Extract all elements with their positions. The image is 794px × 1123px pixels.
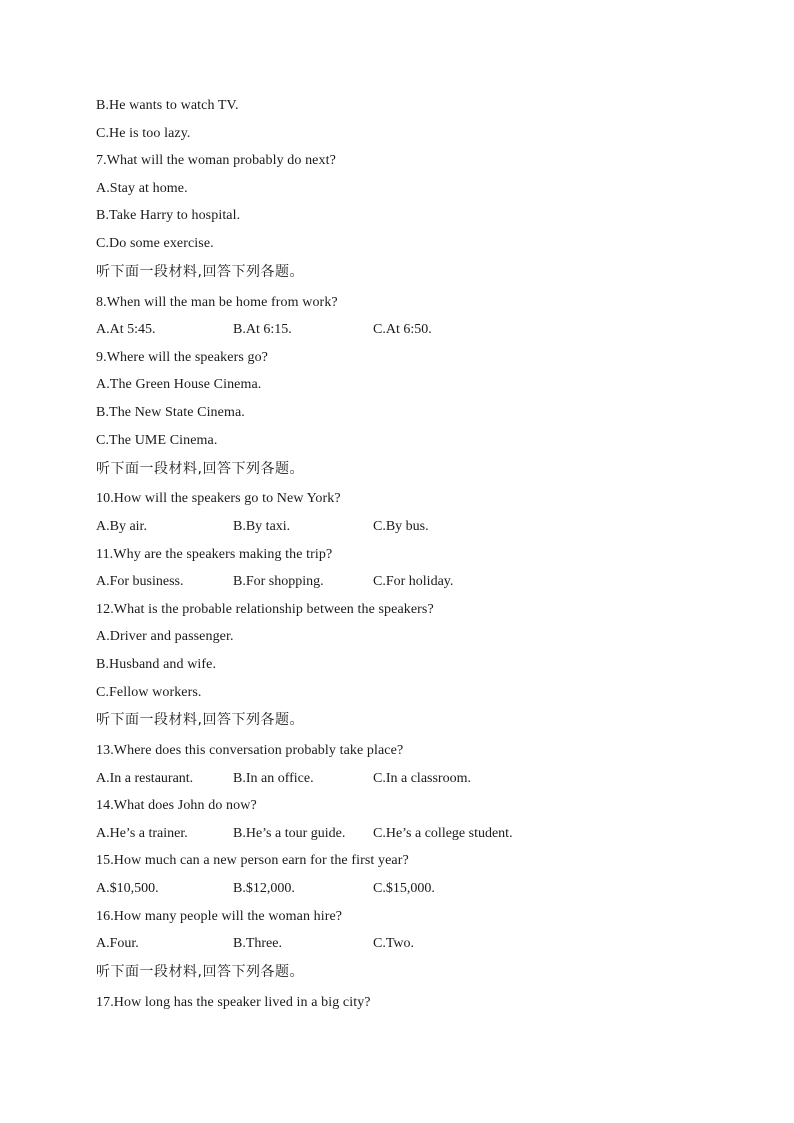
option-b-q6: B.He wants to watch TV.: [96, 98, 239, 113]
option-c-q15: C.$15,000.: [373, 881, 435, 896]
option-c-q12: C.Fellow workers.: [96, 685, 202, 700]
option-c-q9: C.The UME Cinema.: [96, 433, 218, 448]
question-17: 17.How long has the speaker lived in a big city?: [96, 995, 371, 1010]
section-instruction: 听下面一段材料,回答下列各题。: [96, 712, 304, 728]
option-b-q10: B.By taxi.: [233, 519, 291, 534]
option-b-q7: B.Take Harry to hospital.: [96, 208, 241, 223]
question-12: 12.What is the probable relationship between the speakers?: [96, 602, 434, 617]
option-c-q11: C.For holiday.: [373, 574, 454, 589]
option-c-q8: C.At 6:50.: [373, 322, 432, 337]
option-a-q10: A.By air.: [96, 519, 147, 534]
section-instruction: 听下面一段材料,回答下列各题。: [96, 264, 304, 280]
option-b-q15: B.$12,000.: [233, 881, 295, 896]
option-c-q16: C.Two.: [373, 936, 415, 951]
question-7: 7.What will the woman probably do next?: [96, 153, 336, 168]
option-b-q13: B.In an office.: [233, 771, 314, 786]
option-a-q14: A.He’s a trainer.: [96, 826, 188, 841]
option-c-q10: C.By bus.: [373, 519, 429, 534]
question-11: 11.Why are the speakers making the trip?: [96, 547, 333, 562]
option-b-q9: B.The New State Cinema.: [96, 405, 245, 420]
section-instruction: 听下面一段材料,回答下列各题。: [96, 461, 304, 477]
section-instruction: 听下面一段材料,回答下列各题。: [96, 964, 304, 980]
options-row-q10: [96, 518, 736, 536]
option-b-q12: B.Husband and wife.: [96, 657, 217, 672]
option-a-q9: A.The Green House Cinema.: [96, 377, 262, 392]
option-a-q16: A.Four.: [96, 936, 139, 951]
option-a-q8: A.At 5:45.: [96, 322, 156, 337]
question-16: 16.How many people will the woman hire?: [96, 909, 343, 924]
question-14: 14.What does John do now?: [96, 798, 257, 813]
question-13: 13.Where does this conversation probably take place?: [96, 743, 404, 758]
option-a-q15: A.$10,500.: [96, 881, 159, 896]
options-row-q8: [96, 321, 736, 339]
option-a-q13: A.In a restaurant.: [96, 771, 194, 786]
options-row-q15: [96, 880, 736, 898]
options-row-q13: [96, 770, 736, 788]
option-a-q12: A.Driver and passenger.: [96, 629, 234, 644]
options-row-q14: [96, 825, 736, 843]
question-8: 8.When will the man be home from work?: [96, 295, 338, 310]
option-c-q7: C.Do some exercise.: [96, 236, 214, 251]
option-c-q13: C.In a classroom.: [373, 771, 471, 786]
option-b-q8: B.At 6:15.: [233, 322, 292, 337]
option-b-q16: B.Three.: [233, 936, 282, 951]
option-a-q7: A.Stay at home.: [96, 181, 188, 196]
question-15: 15.How much can a new person earn for the first year?: [96, 853, 409, 868]
option-a-q11: A.For business.: [96, 574, 184, 589]
option-c-q14: C.He’s a college student.: [373, 826, 513, 841]
question-10: 10.How will the speakers go to New York?: [96, 491, 341, 506]
question-9: 9.Where will the speakers go?: [96, 350, 269, 365]
options-row-q11: [96, 573, 736, 591]
option-c-q6: C.He is too lazy.: [96, 126, 191, 141]
option-b-q11: B.For shopping.: [233, 574, 324, 589]
options-row-q16: [96, 935, 736, 953]
option-b-q14: B.He’s a tour guide.: [233, 826, 346, 841]
